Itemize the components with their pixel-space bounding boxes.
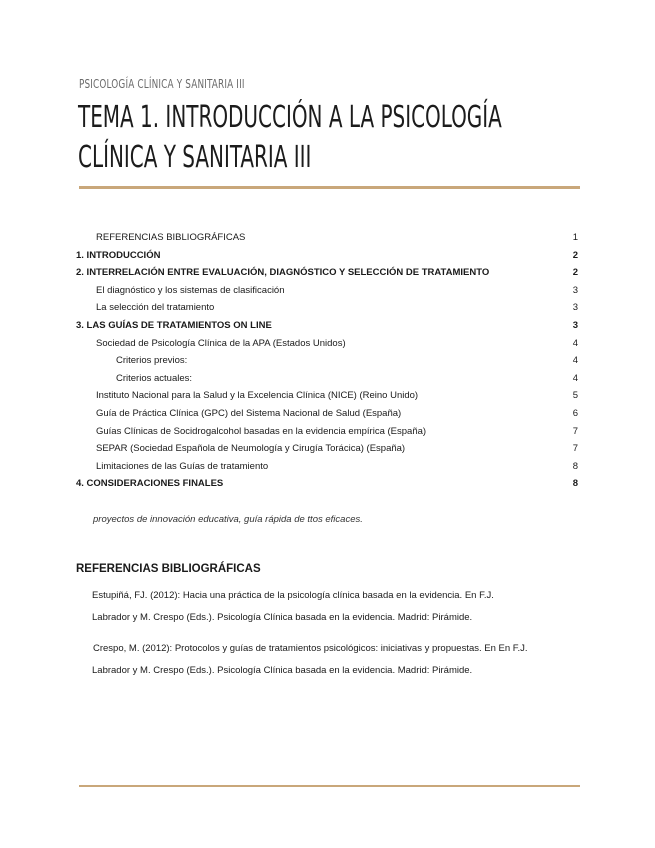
toc-entry-page: 4 bbox=[572, 337, 578, 349]
toc-entry-title: REFERENCIAS BIBLIOGRÁFICAS bbox=[96, 232, 246, 243]
toc-entry[interactable] bbox=[76, 475, 580, 493]
toc-entry[interactable] bbox=[76, 440, 580, 458]
toc-entry-title: La selección del tratamiento bbox=[96, 302, 215, 314]
toc-entry-page: 4 bbox=[572, 355, 578, 367]
toc-entry[interactable] bbox=[76, 282, 580, 300]
toc-entry[interactable] bbox=[76, 387, 580, 405]
toc-entry-title: Limitaciones de las Guías de tratamiento bbox=[96, 460, 269, 472]
toc-entry-title: Guía de Práctica Clínica (GPC) del Sistema Nacional de Salud (España) bbox=[96, 407, 402, 419]
italic-note: proyectos de innovación educativa, guía rápida de ttos eficaces. bbox=[93, 514, 363, 525]
toc-entry-page: 7 bbox=[572, 443, 578, 455]
toc-entry[interactable] bbox=[76, 247, 580, 265]
reference-2-line-2: Labrador y M. Crespo (Eds.). Psicología Clínica basada en la evidencia. Madrid: Pirámide. bbox=[92, 665, 473, 676]
toc-entry[interactable] bbox=[76, 370, 580, 388]
toc-entry-page: 6 bbox=[572, 407, 578, 419]
reference-2-line-1: Crespo, M. (2012): Protocolos y guías de tratamientos psicológicos: iniciativas y propuestas. En En F.J. bbox=[93, 643, 528, 654]
toc-entry-title: 4. CONSIDERACIONES FINALES bbox=[76, 478, 224, 490]
reference-1-line-1: Estupiñá, FJ. (2012): Hacia una práctica de la psicología clínica basada en la evidencia. En F.J. bbox=[92, 590, 494, 601]
toc-entry-page: 1 bbox=[572, 232, 578, 243]
toc-entry-page: 3 bbox=[572, 284, 578, 296]
toc-entry-page: 3 bbox=[572, 319, 578, 331]
toc-entry-title: 3. LAS GUÍAS DE TRATAMIENTOS ON LINE bbox=[76, 319, 272, 331]
toc-entry-title: Instituto Nacional para la Salud y la Excelencia Clínica (NICE) (Reino Unido) bbox=[96, 390, 419, 402]
page-title bbox=[78, 98, 502, 178]
toc-entry-page: 3 bbox=[572, 302, 578, 314]
toc-entry-title: Criterios actuales: bbox=[116, 372, 193, 384]
toc-entry[interactable] bbox=[76, 299, 580, 317]
toc-entry[interactable] bbox=[76, 317, 580, 335]
toc-entry-title: Criterios previos: bbox=[116, 355, 188, 367]
toc-entry-page: 7 bbox=[572, 425, 578, 437]
footer-divider bbox=[79, 785, 580, 787]
toc-entry-title: Guías Clínicas de Socidrogalcohol basadas en la evidencia empírica (España) bbox=[96, 425, 427, 437]
toc-entry[interactable] bbox=[76, 229, 580, 247]
title-line-2: CLÍNICA Y SANITARIA III bbox=[78, 140, 312, 175]
toc-entry[interactable] bbox=[76, 423, 580, 441]
toc-entry[interactable] bbox=[76, 458, 580, 476]
title-line-1: TEMA 1. INTRODUCCIÓN A LA PSICOLOGÍA bbox=[78, 100, 502, 135]
toc-entry-title: 2. INTERRELACIÓN ENTRE EVALUACIÓN, DIAGNÓSTICO Y SELECCIÓN DE TRATAMIENTO bbox=[76, 267, 490, 279]
toc-entry[interactable] bbox=[76, 264, 580, 282]
toc-entry-page: 5 bbox=[572, 390, 578, 402]
toc-entry-page: 2 bbox=[572, 249, 578, 261]
toc-entry-page: 4 bbox=[572, 372, 578, 384]
reference-1-line-2: Labrador y M. Crespo (Eds.). Psicología Clínica basada en la evidencia. Madrid: Pirámide. bbox=[92, 612, 473, 623]
toc-entry-title: El diagnóstico y los sistemas de clasificación bbox=[96, 284, 285, 296]
toc-entry-title: SEPAR (Sociedad Española de Neumología y Cirugía Torácica) (España) bbox=[96, 443, 406, 455]
toc-entry[interactable] bbox=[76, 352, 580, 370]
toc-entry[interactable] bbox=[76, 335, 580, 353]
table-of-contents bbox=[76, 229, 580, 493]
toc-entry-page: 2 bbox=[572, 267, 578, 279]
title-divider bbox=[79, 186, 580, 189]
toc-entry[interactable] bbox=[76, 405, 580, 423]
course-subtitle: PSICOLOGÍA CLÍNICA Y SANITARIA III bbox=[79, 77, 245, 91]
references-heading: REFERENCIAS BIBLIOGRÁFICAS bbox=[76, 563, 261, 575]
toc-entry-page: 8 bbox=[572, 478, 578, 490]
toc-entry-title: Sociedad de Psicología Clínica de la APA (Estados Unidos) bbox=[96, 337, 346, 349]
toc-entry-title: 1. INTRODUCCIÓN bbox=[76, 249, 161, 261]
toc-entry-page: 8 bbox=[572, 460, 578, 472]
